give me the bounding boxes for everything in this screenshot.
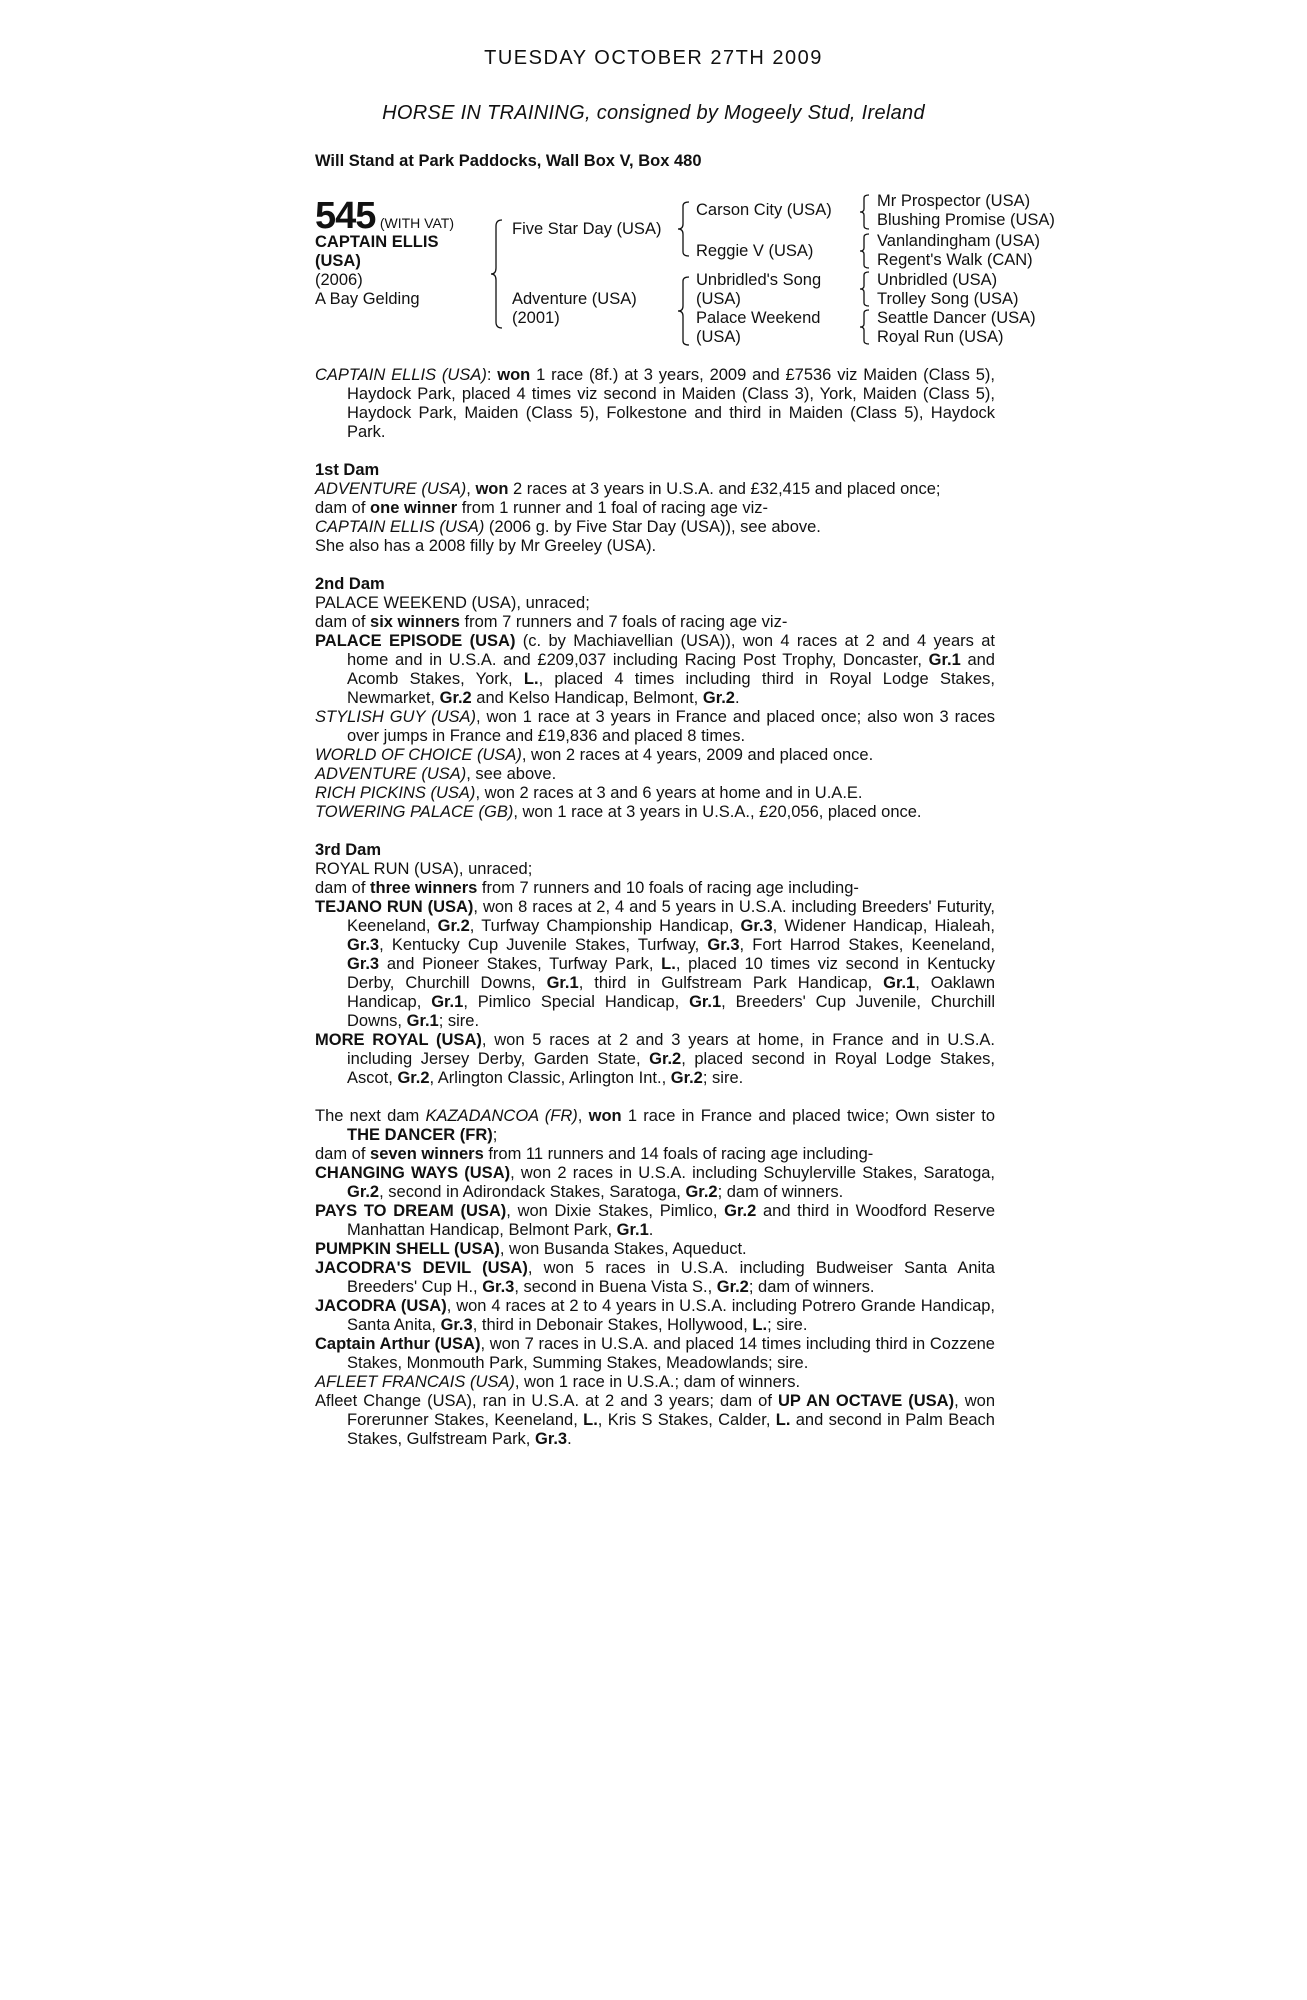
grade-badge: Gr.2: [702, 689, 735, 707]
progeny-rich-pickins: RICH PICKINS (USA): [315, 784, 476, 802]
grade-badge: Gr.1: [546, 974, 579, 992]
progeny-text: and Kelso Handicap, Belmont,: [471, 689, 703, 707]
progeny-adventure: ADVENTURE (USA): [315, 765, 467, 783]
next-dam-foals: from 11 runners and 14 foals of racing age including-: [483, 1145, 874, 1163]
next-dam-name: KAZADANCOA (FR): [425, 1107, 578, 1125]
second-dam-winners: six winners: [370, 613, 460, 631]
second-dam-section: [315, 575, 995, 822]
progeny-text: , Oaklawn Handicap,: [347, 974, 995, 1011]
pedigree-sds: Vanlandingham (USA): [877, 232, 1040, 250]
progeny-text: ; dam of winners.: [717, 1183, 844, 1201]
progeny-text: , won 2 races in U.S.A. including Schuylerville Stakes, Saratoga,: [510, 1164, 996, 1182]
first-dam-record: 2 races at 3 years in U.S.A. and £32,415 and placed once;: [508, 480, 941, 498]
pedigree-dam-sire-line1: Unbridled's Song: [696, 271, 822, 289]
first-dam-also: She also has a 2008 filly by Mr Greeley (USA).: [315, 537, 657, 555]
pedigree-sire-dam: Reggie V (USA): [696, 242, 814, 260]
next-dam-semicolon: ;: [492, 1126, 498, 1144]
progeny-text: , Fort Harrod Stakes, Keeneland,: [739, 936, 995, 954]
first-dam-foals: from 1 runner and 1 foal of racing age viz-: [457, 499, 769, 517]
progeny-text: , Kentucky Cup Juvenile Stakes, Turfway,: [379, 936, 708, 954]
pedigree-dam-line1: Adventure (USA): [512, 290, 637, 308]
progeny-text: ; dam of winners.: [748, 1278, 875, 1296]
third-dam-damof: dam of: [315, 879, 371, 897]
progeny-captain-arthur: Captain Arthur (USA): [315, 1335, 481, 1353]
progeny-text: , Kris S Stakes, Calder,: [597, 1411, 776, 1429]
consignor-line: HORSE IN TRAINING, consigned by Mogeely Stud, Ireland: [382, 102, 925, 124]
pedigree-ddd: Royal Run (USA): [877, 328, 1004, 346]
stand-location: Will Stand at Park Paddocks, Wall Box V, Box 480: [315, 152, 702, 170]
progeny-jacodras-devil: JACODRA'S DEVIL (USA): [315, 1259, 528, 1277]
grade-badge: Gr.1: [431, 993, 464, 1011]
pedigree-dam-dam-line1: Palace Weekend: [696, 309, 821, 327]
next-dam-comma: ,: [577, 1107, 589, 1125]
progeny-tejano-run: TEJANO RUN (USA): [315, 898, 474, 916]
progeny-text: , won Busanda Stakes, Aqueduct.: [499, 1240, 747, 1258]
vat-note: (WITH VAT): [379, 215, 454, 231]
pedigree-dsd: Trolley Song (USA): [877, 290, 1019, 308]
progeny-text: , placed 4 times including third in Royal Lodge Stakes, Newmarket,: [347, 670, 995, 707]
first-dam-winners: one winner: [370, 499, 458, 517]
progeny-text: and second in Palm Beach Stakes, Gulfstream Park,: [347, 1411, 995, 1448]
grade-badge: Gr.2: [670, 1069, 703, 1087]
progeny-text: , won 8 races at 2, 4 and 5 years in U.S.A. including Breeders' Futurity, Keeneland,: [347, 898, 995, 935]
progeny-towering-palace: TOWERING PALACE (GB): [315, 803, 514, 821]
progeny-up-an-octave: UP AN OCTAVE (USA): [777, 1392, 955, 1410]
progeny-afleet-francais: AFLEET FRANCAIS (USA): [315, 1373, 515, 1391]
progeny-text: (c. by Machiavellian (USA)), won 4 races at 2 and 4 years at home and in U.S.A. and £209,037 including Racing Post Trophy, Doncaster,: [347, 632, 995, 669]
progeny-text: , won Dixie Stakes, Pimlico,: [506, 1202, 725, 1220]
progeny-text: , won 7 races in U.S.A. and placed 14 times including third in Cozzene Stakes, Monmouth Park, Summing Stakes, Meadowlands; sire.: [347, 1335, 995, 1372]
grade-badge: L.: [775, 1411, 791, 1429]
performance-record: [315, 366, 995, 442]
grade-badge: Gr.1: [928, 651, 961, 669]
perf-won: won: [497, 366, 531, 384]
grade-badge: Gr.2: [439, 689, 472, 707]
progeny-text: , won 5 races at 2 and 3 years at home, in France and in U.S.A. including Jersey Derby, Garden State,: [347, 1031, 995, 1068]
progeny-text: .: [734, 689, 740, 707]
pedigree-sss: Mr Prospector (USA): [877, 192, 1031, 210]
grade-badge: Gr.2: [716, 1278, 749, 1296]
progeny-text: , second in Adirondack Stakes, Saratoga,: [379, 1183, 686, 1201]
grade-badge: Gr.2: [347, 1183, 380, 1201]
grade-badge: Gr.1: [689, 993, 722, 1011]
next-dam-damof: dam of: [315, 1145, 371, 1163]
progeny-text: ; sire.: [702, 1069, 744, 1087]
grade-badge: Gr.3: [534, 1430, 568, 1448]
grade-badge: Gr.3: [347, 955, 380, 973]
third-dam-section: [315, 841, 995, 1088]
progeny-text: , second in Buena Vista S.,: [514, 1278, 717, 1296]
first-dam-progeny-name: CAPTAIN ELLIS (USA): [315, 518, 485, 536]
grade-badge: L.: [523, 670, 539, 688]
progeny-text: and Pioneer Stakes, Turfway Park,: [379, 955, 662, 973]
progeny-text: , Pimlico Special Handicap,: [463, 993, 690, 1011]
gen3-brace-1: [857, 193, 877, 231]
grade-badge: Gr.2: [724, 1202, 757, 1220]
progeny-palace-episode: PALACE EPISODE (USA): [315, 632, 516, 650]
progeny-jacodra: JACODRA (USA): [315, 1297, 447, 1315]
gen3-brace-3: [857, 270, 877, 308]
grade-badge: Gr.2: [437, 917, 470, 935]
grade-badge: Gr.3: [440, 1316, 473, 1334]
next-dam-intro: The next dam: [315, 1107, 426, 1125]
progeny-pays-to-dream: PAYS TO DREAM (USA): [315, 1202, 507, 1220]
pedigree-dds: Seattle Dancer (USA): [877, 309, 1036, 327]
next-dam-winners: seven winners: [370, 1145, 484, 1163]
third-dam-heading: 3rd Dam: [315, 841, 382, 859]
progeny-text: , won 4 races at 2 to 4 years in U.S.A. including Potrero Grande Handicap, Santa Anita,: [347, 1297, 996, 1334]
progeny-text: , won Forerunner Stakes, Keeneland,: [347, 1392, 996, 1429]
progeny-text: .: [567, 1430, 572, 1448]
third-dam-winners: three winners: [370, 879, 478, 897]
progeny-more-royal: MORE ROYAL (USA): [315, 1031, 482, 1049]
progeny-text: , won 2 races at 4 years, 2009 and placed once.: [521, 746, 874, 764]
perf-horse-name: CAPTAIN ELLIS (USA): [315, 366, 487, 384]
grade-badge: L.: [752, 1316, 768, 1334]
gen3-brace-4: [857, 308, 877, 346]
pedigree-dam-sire-line2: (USA): [696, 290, 741, 308]
progeny-changing-ways: CHANGING WAYS (USA): [315, 1164, 511, 1182]
pedigree-dam-line2: (2001): [512, 309, 560, 327]
progeny-text: , third in Debonair Stakes, Hollywood,: [472, 1316, 753, 1334]
lot-number-line: [315, 195, 454, 238]
pedigree-dss: Unbridled (USA): [877, 271, 998, 289]
progeny-text: , won 1 race at 3 years in France and placed once; also won 3 races over jumps in France and £19,836 and placed 8 times.: [347, 708, 995, 745]
progeny-text: and Acomb Stakes, York,: [347, 651, 995, 688]
progeny-text: , won 2 races at 3 and 6 years at home and in U.A.E.: [475, 784, 863, 802]
progeny-text: , won 1 race in U.S.A.; dam of winners.: [514, 1373, 801, 1391]
second-dam-heading: 2nd Dam: [315, 575, 385, 593]
sale-date: TUESDAY OCTOBER 27TH 2009: [484, 47, 823, 69]
pedigree-sire-sire: Carson City (USA): [696, 201, 832, 219]
gen3-brace-2: [857, 232, 877, 270]
second-dam-intro: PALACE WEEKEND (USA), unraced;: [315, 594, 590, 612]
grade-badge: Gr.1: [883, 974, 916, 992]
progeny-text: and third in Woodford Reserve Manhattan Handicap, Belmont Park,: [347, 1202, 995, 1239]
grade-badge: Gr.3: [347, 936, 380, 954]
sire-dam-brace: [488, 218, 512, 330]
first-dam-damof: dam of: [315, 499, 371, 517]
progeny-text: ; sire.: [438, 1012, 480, 1030]
horse-name-line1: CAPTAIN ELLIS: [315, 233, 439, 251]
first-dam-section: [315, 461, 995, 556]
next-dam-sister: THE DANCER (FR): [347, 1126, 493, 1144]
grade-badge: Gr.2: [397, 1069, 430, 1087]
progeny-pumpkin-shell: PUMPKIN SHELL (USA): [315, 1240, 500, 1258]
first-dam-name: ADVENTURE (USA): [315, 480, 467, 498]
grade-badge: Gr.1: [406, 1012, 439, 1030]
pedigree-dam-dam-line2: (USA): [696, 328, 741, 346]
pedigree-sdd: Regent's Walk (CAN): [877, 251, 1033, 269]
second-dam-foals: from 7 runners and 7 foals of racing age viz-: [459, 613, 788, 631]
progeny-afleet-change: Afleet Change (USA), ran in U.S.A. at 2 and 3 years; dam of: [315, 1392, 778, 1410]
first-dam-heading: 1st Dam: [315, 461, 380, 479]
next-dam-section: [315, 1107, 995, 1449]
first-dam-comma: ,: [466, 480, 476, 498]
progeny-text: , Breeders' Cup Juvenile, Churchill Downs,: [347, 993, 996, 1030]
first-dam-progeny-text: (2006 g. by Five Star Day (USA)), see above.: [484, 518, 821, 536]
progeny-text: , placed second in Royal Lodge Stakes, Ascot,: [347, 1050, 995, 1087]
pedigree-sire: Five Star Day (USA): [512, 220, 662, 238]
progeny-text: , Widener Handicap, Hialeah,: [772, 917, 995, 935]
progeny-text: , Turfway Championship Handicap,: [469, 917, 741, 935]
third-dam-foals: from 7 runners and 10 foals of racing age including-: [477, 879, 859, 897]
progeny-text: ; sire.: [767, 1316, 808, 1334]
horse-description: A Bay Gelding: [315, 290, 420, 308]
progeny-text: , Arlington Classic, Arlington Int.,: [429, 1069, 671, 1087]
grade-badge: Gr.2: [649, 1050, 682, 1068]
grade-badge: L.: [583, 1411, 598, 1429]
progeny-text: , see above.: [466, 765, 557, 783]
pedigree-ssd: Blushing Promise (USA): [877, 211, 1055, 229]
horse-name-line2: (USA): [315, 252, 361, 270]
third-dam-intro: ROYAL RUN (USA), unraced;: [315, 860, 533, 878]
grade-badge: Gr.2: [685, 1183, 718, 1201]
progeny-text: , placed 10 times viz second in Kentucky Derby, Churchill Downs,: [347, 955, 995, 992]
grade-badge: Gr.3: [740, 917, 773, 935]
grade-badge: Gr.3: [482, 1278, 515, 1296]
next-dam-won: won: [588, 1107, 622, 1125]
progeny-text: , won 1 race at 3 years in U.S.A., £20,056, placed once.: [513, 803, 922, 821]
next-dam-record: 1 race in France and placed twice; Own sister to: [621, 1107, 995, 1125]
foaling-year: (2006): [315, 271, 363, 289]
progeny-stylish-guy: STYLISH GUY (USA): [315, 708, 476, 726]
first-dam-won: won: [475, 480, 509, 498]
perf-text: 1 race (8f.) at 3 years, 2009 and £7536 viz Maiden (Class 5), Haydock Park, placed 4 times viz second in Maiden (Class 3), York, Maiden (Class 5), Haydock Park, Maiden (Class 5), Folkestone and third in Maiden (Class 5), Haydock Park.: [347, 366, 995, 441]
progeny-text: , third in Gulfstream Park Handicap,: [578, 974, 884, 992]
second-dam-damof: dam of: [315, 613, 371, 631]
grade-badge: L.: [661, 955, 676, 973]
progeny-world-of-choice: WORLD OF CHOICE (USA): [315, 746, 522, 764]
perf-sep: :: [486, 366, 498, 384]
progeny-text: , won 5 races in U.S.A. including Budweiser Santa Anita Breeders' Cup H.,: [347, 1259, 995, 1296]
grade-badge: Gr.3: [707, 936, 740, 954]
grade-badge: Gr.1: [616, 1221, 649, 1239]
lot-number: 545: [315, 195, 376, 237]
progeny-text: .: [648, 1221, 654, 1239]
